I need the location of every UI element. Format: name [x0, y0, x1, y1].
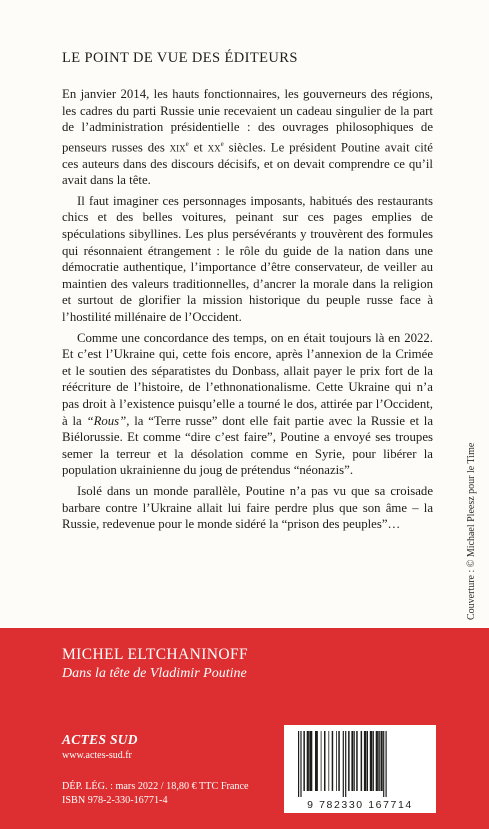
- barcode-bar: [376, 731, 378, 791]
- author-name: MICHEL ELTCHANINOFF: [62, 646, 249, 663]
- barcode-bar: [351, 731, 353, 791]
- section-heading: LE POINT DE VUE DES ÉDITEURS: [62, 50, 298, 66]
- publisher-logo: ACTES SUD: [62, 732, 138, 747]
- barcode-number: 9 782330 167714: [307, 799, 413, 811]
- isbn-line: ISBN 978-2-330-16771-4: [62, 795, 168, 806]
- barcode-bar: [367, 731, 369, 791]
- barcode-bar: [378, 731, 380, 791]
- barcode-bar: [332, 731, 334, 791]
- barcode-bar: [336, 731, 337, 791]
- blurb-paragraph-3: Comme une concordance des temps, on en était toujours là en 2022. Et c’est l’Ukraine qui, cette fois encore, après l’annexion de la Crimée et le soutien des séparatistes du Donbass, allait payer le prix fort de la réécriture de l’histoire, de l’ethnonationalisme. Cette Ukraine qui n’a pas droit à l’existence puisqu’elle a tourné le dos, attirée par l’Occident, à la “Rous”, la “Terre russe” dont elle fait partie avec la Russie et la Biélorussie. Et comme “dire c’est faire”, Poutine a envoyé ses troupes semer la terreur et la désolation comme en Syrie, pour libérer la population ukrainienne du joug de prétendus “néonazis”.: [62, 330, 433, 478]
- barcode-bar: [345, 731, 346, 797]
- barcode-bar: [364, 731, 366, 791]
- barcode-bar: [321, 731, 322, 791]
- barcode-bar: [343, 731, 344, 797]
- barcode-bar: [312, 731, 313, 791]
- barcode-bar: [361, 731, 363, 791]
- legal-info: [62, 780, 249, 808]
- barcode-bar: [372, 731, 374, 791]
- barcode-bar: [300, 731, 301, 797]
- publisher-website[interactable]: www.actes-sud.fr: [62, 750, 132, 761]
- barcode-bar: [370, 731, 372, 791]
- barcode-bar: [383, 731, 384, 797]
- legal-deposit-line: DÉP. LÉG. : mars 2022 / 18,80 € TTC France: [62, 781, 249, 792]
- barcode-bar: [328, 731, 329, 791]
- barcode-bar: [348, 731, 350, 791]
- barcode-bar: [324, 731, 326, 791]
- barcode-bar: [381, 731, 383, 791]
- blurb-paragraph-4: Isolé dans un monde parallèle, Poutine n’a pas vu que sa croisade barbare contre l’Ukraine allait lui faire perdre plus que son âme – la Russie, redevenue pour le monde sidéré la “prison des peuples”…: [62, 483, 433, 532]
- barcode: [284, 725, 436, 813]
- cover-photo-credit: Couverture : © Michael Pleesz pour le Time: [466, 442, 477, 620]
- barcode-bar: [307, 731, 309, 791]
- blurb-paragraph-1: En janvier 2014, les hauts fonctionnaires, les gouverneurs des régions, les cadres du parti Russie unie recevaient un cadeau singulier de la part de l’administration présidentielle : des ouvrages philosophiques de penseurs russes des xix$^e$ et $xx^e$ siècles. Le président Poutine avait cité ces auteurs dans des discours décisifs, et on devait comprendre ce qu’il avait dans la tête.: [62, 87, 433, 188]
- barcode-bar: [386, 731, 387, 797]
- barcode-bar: [298, 731, 299, 797]
- barcode-bar: [356, 731, 358, 791]
- blurb-text: [62, 86, 433, 537]
- barcode-bars: [292, 731, 428, 797]
- barcode-bar: [315, 731, 317, 791]
- barcode-bar: [354, 731, 355, 791]
- barcode-bar: [303, 731, 305, 791]
- barcode-bar: [309, 731, 311, 791]
- barcode-bar: [317, 731, 318, 791]
- book-title: Dans la tête de Vladimir Poutine: [62, 666, 247, 681]
- red-footer-band: [0, 628, 489, 829]
- blurb-paragraph-2: Il faut imaginer ces personnages imposants, habitués des restaurants chics et des belles voitures, peinant sur ces pages emplies de spéculations sibyllines. Les plus persévérants y trouvèrent des formules qui résonnaient étrangement : le rôle du guide de la nation dans une démocratie authentique, l’importance d’être conservateur, de veiller au maintien des valeurs traditionnelles, d’ancrer la morale dans la religion et surtout de glorifier la mission historique du peuple russe face à l’hostilité millénaire de l’Occident.: [62, 193, 433, 324]
- barcode-bar: [338, 731, 340, 791]
